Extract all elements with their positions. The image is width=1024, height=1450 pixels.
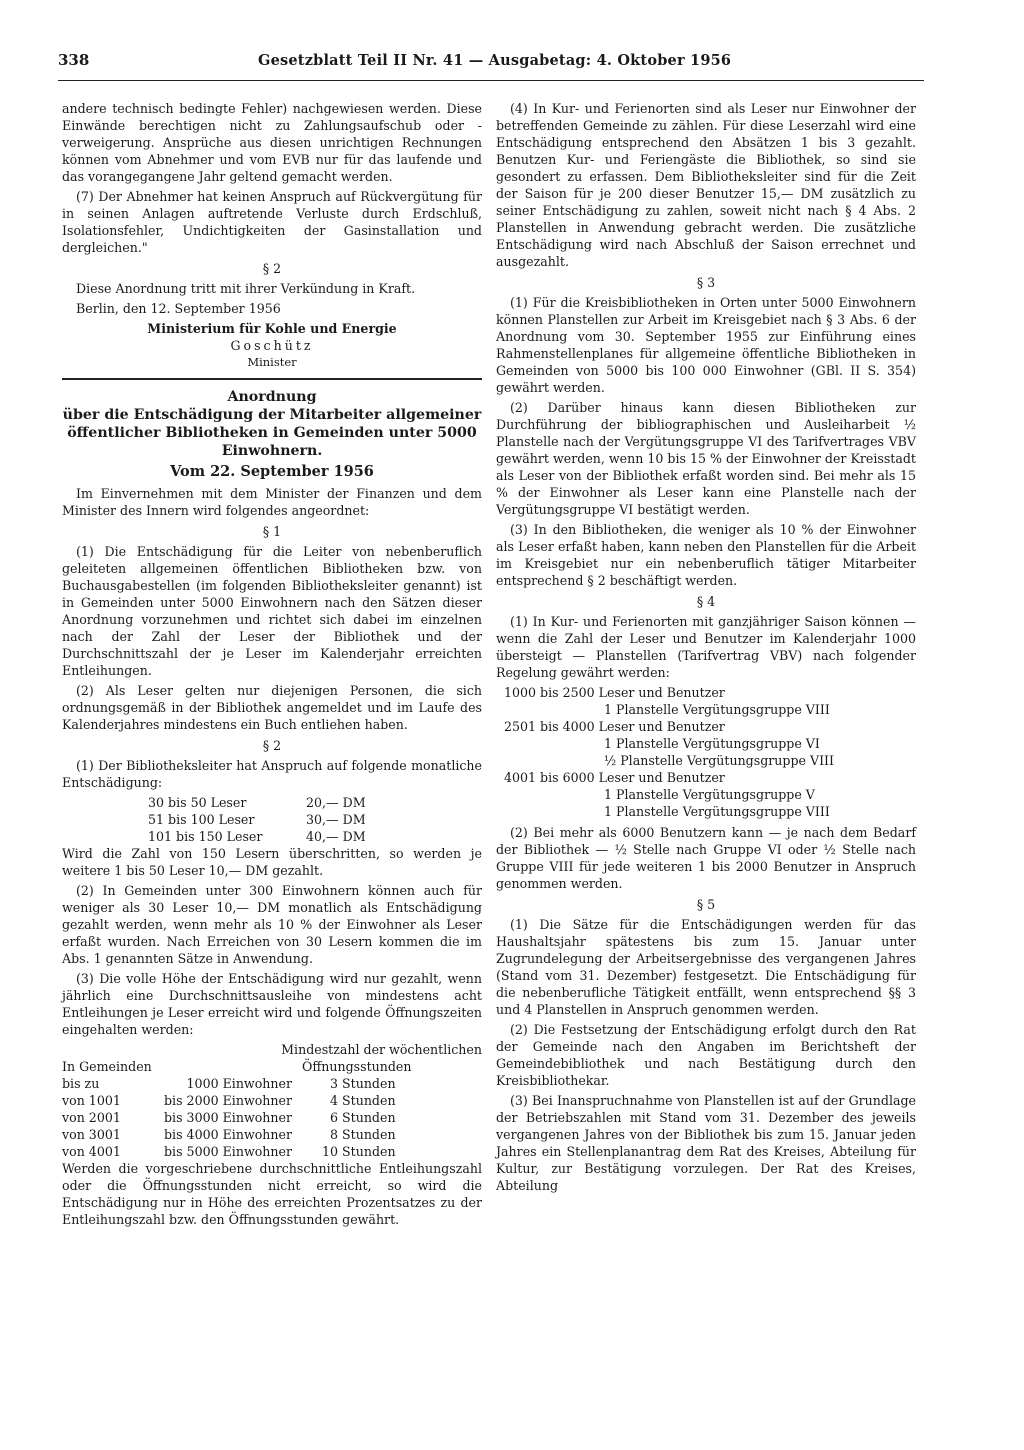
table-row [62,1109,450,1126]
page-number: 338 [58,51,90,69]
paragraph: (2) Die Festsetzung der Entschädigung erfolgt durch den Rat der Gemeinde nach den Angaben im Berichtsheft der Gemeindebibliothek und nach Bestätigung durch den Kreisbibliothekar. [496,1022,916,1088]
paragraph: (3) Bei Inanspruchnahme von Planstellen ist auf der Grundlage der Betriebszahlen mit Stand vom 31. Dezember des jeweils vergangenen Jahres von der Bibliothek bis zum 15. Januar jeden Jahres ein Stellenplanantrag dem Rat des Kreises, Abteilung für Kultur, zur Bestätigung vorzulegen. Der Rat des Kreises, Abteilung [496,1093,916,1193]
left-column [62,100,482,1231]
staffing-line: 1 Planstelle Vergütungsgruppe VIII [604,804,830,819]
rate-amount: 40,— DM [306,829,366,844]
opening-hours-header [62,1041,482,1075]
rate-range: 51 bis 100 Leser [148,812,255,827]
paragraph: (2) Als Leser gelten nur diejenigen Personen, die sich ordnungsgemäß in der Bibliothek angemeldet und im Laufe des Kalenderjahres mindestens ein Buch entliehen haben. [62,683,482,732]
paragraph: (2) Bei mehr als 6000 Benutzern kann — je nach dem Bedarf der Bibliothek — ½ Stelle nach Gruppe VI oder ½ Stelle nach Gruppe VIII für jede weiteren 1 bis 2000 Benutzer in Anspruch genommen werden. [496,825,916,891]
opening-hours-table [62,1075,450,1160]
table-cell: bis zu [62,1076,100,1091]
section-heading: § 2 [262,738,282,753]
table-cell: 4 Stunden [330,1093,396,1108]
running-title: Gesetzblatt Teil II Nr. 41 — Ausgabetag: 4. Oktober 1956 [258,52,732,69]
table-cell: von 2001 [62,1110,121,1125]
section-heading: § 1 [262,524,282,539]
paragraph: Diese Anordnung tritt mit ihrer Verkündung in Kraft. [76,281,416,296]
table-row [148,828,374,845]
staffing-line: ½ Planstelle Vergütungsgruppe VIII [604,753,835,768]
ordinance-title-line: Anordnung [227,389,317,405]
rate-range: 30 bis 50 Leser [148,795,247,810]
paragraph: (1) Die Entschädigung für die Leiter von nebenberuflich geleiteten allgemeinen öffentlichen Bibliotheken bzw. von Buchausgabestellen (im folgenden Bibliotheksleiter genannt) ist in Gemeinden unter 5000 Einwohnern nach den Sätzen dieser Anordnung vorzunehmen und richtet sich dabei im einzelnen nach der Zahl der Leser der Bibliothek und der Durchschnittszahl der je Leser im Kalenderjahr erreichten Entleihungen. [62,544,482,678]
section-heading: § 2 [262,261,282,276]
paragraph: (2) In Gemeinden unter 300 Einwohnern können auch für weniger als 30 Leser 10,— DM monatlich als Entschädigung gezahlt werden, wenn mehr als 10 % der Einwohner als Leser erfaßt wurden. Nach Erreichen von 30 Lesern kommen die im Abs. 1 genannten Sätze in Anwendung. [62,883,482,966]
table-row [148,794,374,811]
table-row [148,811,374,828]
paragraph: Wird die Zahl von 150 Lesern überschritten, so werden je weitere 1 bis 50 Leser 10,— DM gezahlt. [62,846,482,878]
paragraph: Werden die vorgeschriebene durchschnittliche Entleihungszahl oder die Öffnungsstunden nicht erreicht, so wird die Entschädigung nur in Höhe des erreichten Prozentsatzes zu der Entleihungszahl bzw. den Öffnungsstunden gewährt. [62,1161,482,1227]
paragraph: (3) Die volle Höhe der Entschädigung wird nur gezahlt, wenn jährlich eine Durchschnittsausleihe von mindestens acht Entleihungen je Leser erreicht wird und folgende Öffnungszeiten eingehalten werden: [62,971,482,1037]
table-cell: 1000 Einwohner [186,1076,292,1091]
paragraph: (2) Darüber hinaus kann diesen Bibliotheken zur Durchführung der bibliographischen und Ausleiharbeit ½ Planstelle nach der Vergütungsgruppe VI des Tarifvertrages VBV gewährt werden, wenn 10 bis 15 % der Einwohner der Kreisstadt als Leser von der Bibliothek erfaßt worden sind. Bei mehr als 15 % der Einwohner als Leser kann eine Planstelle nach der Vergütungsgruppe VI bestätigt werden. [496,400,916,517]
table-cell: 3 Stunden [330,1076,396,1091]
ministry-name: Ministerium für Kohle und Energie [147,321,397,336]
paragraph: (1) In Kur- und Ferienorten mit ganzjähriger Saison können — wenn die Zahl der Leser und Benutzer im Kalenderjahr 1000 übersteigt — Planstellen (Tarifvertrag VBV) nach folgender Regelung gewährt werden: [496,614,916,680]
table-cell: von 3001 [62,1127,121,1142]
table-row [62,1092,450,1109]
table-cell: bis 2000 Einwohner [164,1093,292,1108]
staffing-range: 2501 bis 4000 Leser und Benutzer [504,719,725,734]
table-cell: 6 Stunden [330,1110,396,1125]
staffing-line: 1 Planstelle Vergütungsgruppe V [604,787,815,802]
table-cell: 8 Stunden [330,1127,396,1142]
column-header: In Gemeinden [62,1059,152,1074]
table-cell: bis 3000 Einwohner [164,1110,292,1125]
staffing-table [496,684,916,820]
paragraph: (4) In Kur- und Ferienorten sind als Leser nur Einwohner der betreffenden Gemeinde zu zählen. Für diese Leserzahl wird eine Entschädigung entsprechend den Absätzen 1 bis 3 gezahlt. Benutzen Kur- und Feriengäste die Bibliothek, so sind sie gesondert zu erfassen. Dem Bibliotheksleiter sind für die Zeit der Saison für je 200 dieser Benutzer 15,— DM zusätzlich zu seiner Entschädigung zu zahlen, soweit nicht nach § 4 Abs. 2 Planstellen in Anwendung gebracht werden. Die zusätzliche Entschädigung wird nach Abschluß der Saison errechnet und ausgezahlt. [496,101,916,269]
table-cell: von 4001 [62,1144,121,1159]
paragraph: (1) Der Bibliotheksleiter hat Anspruch auf folgende monatliche Entschädigung: [62,758,482,790]
table-cell: von 1001 [62,1093,121,1108]
signer-name: Goschütz [230,338,314,353]
staffing-line: 1 Planstelle Vergütungsgruppe VI [604,736,820,751]
place-date: Berlin, den 12. September 1956 [76,301,281,316]
rate-amount: 20,— DM [306,795,366,810]
table-cell: bis 4000 Einwohner [164,1127,292,1142]
signer-role: Minister [247,355,297,369]
table-cell: bis 5000 Einwohner [164,1144,292,1159]
staffing-range: 1000 bis 2500 Leser und Benutzer [504,685,725,700]
section-divider [62,378,482,380]
ordinance-title [62,388,482,481]
paragraph: (1) Für die Kreisbibliotheken in Orten unter 5000 Einwohnern können Planstellen zur Arbeit im Kreisgebiet nach § 3 Abs. 6 der Anordnung vom 30. September 1955 zur Einführung eines Rahmenstellenplanes für allgemeine öffentliche Bibliotheken in Gemeinden von 5000 bis 100 000 Einwohner (GBl. II S. 354) gewährt werden. [496,295,916,395]
ordinance-date: Vom 22. September 1956 [170,463,374,480]
section-heading: § 3 [696,275,716,290]
staffing-line: 1 Planstelle Vergütungsgruppe VIII [604,702,830,717]
paragraph: (7) Der Abnehmer hat keinen Anspruch auf Rückvergütung für in seinen Anlagen auftretende Verluste durch Erdschluß, Isolationsfehler, Undichtigkeiten der Gasinstallation und dergleichen." [62,189,482,255]
paragraph: (1) Die Sätze für die Entschädigungen werden für das Haushaltsjahr spätestens bis zum 15. Januar unter Zugrundelegung der Arbeitsergebnisse des vergangenen Jahres (Stand vom 31. Dezember) festgesetzt. Die Entschädigung für die nebenberufliche Tätigkeit entfällt, wenn entsprechend §§ 3 und 4 Planstellen in Anspruch genommen werden. [496,917,916,1017]
page-header [58,52,924,74]
right-column [496,100,916,1197]
section-heading: § 5 [696,897,716,912]
paragraph: andere technisch bedingte Fehler) nachgewiesen werden. Diese Einwände berechtigen nicht zu Zahlungsaufschub oder -verweigerung. Ansprüche aus diesen unrichtigen Rechnungen können vom Abnehmer und vom EVB nur für das laufende und das vorangegangene Jahr geltend gemacht werden. [62,101,482,184]
column-header: Öffnungsstunden [302,1059,412,1074]
rate-range: 101 bis 150 Leser [148,829,263,844]
table-row [62,1143,450,1160]
column-header: Mindestzahl der wöchentlichen [281,1042,482,1057]
table-cell: 10 Stunden [322,1144,396,1159]
ordinance-subtitle: über die Entschädigung der Mitarbeiter allgemeiner öffentlicher Bibliotheken in Gemeinden unter 5000 Einwohnern. [62,407,482,459]
table-row [62,1126,450,1143]
preamble: Im Einvernehmen mit dem Minister der Finanzen und dem Minister des Innern wird folgendes angeordnet: [62,486,482,518]
table-row [62,1075,450,1092]
paragraph: (3) In den Bibliotheken, die weniger als 10 % der Einwohner als Leser erfaßt haben, kann neben den Planstellen für die Arbeit im Kreisgebiet nur ein nebenberuflich tätiger Mitarbeiter entsprechend § 2 beschäftigt werden. [496,522,916,588]
staffing-range: 4001 bis 6000 Leser und Benutzer [504,770,725,785]
rate-amount: 30,— DM [306,812,366,827]
compensation-table [148,794,374,845]
section-heading: § 4 [696,594,716,609]
header-rule [58,80,924,81]
